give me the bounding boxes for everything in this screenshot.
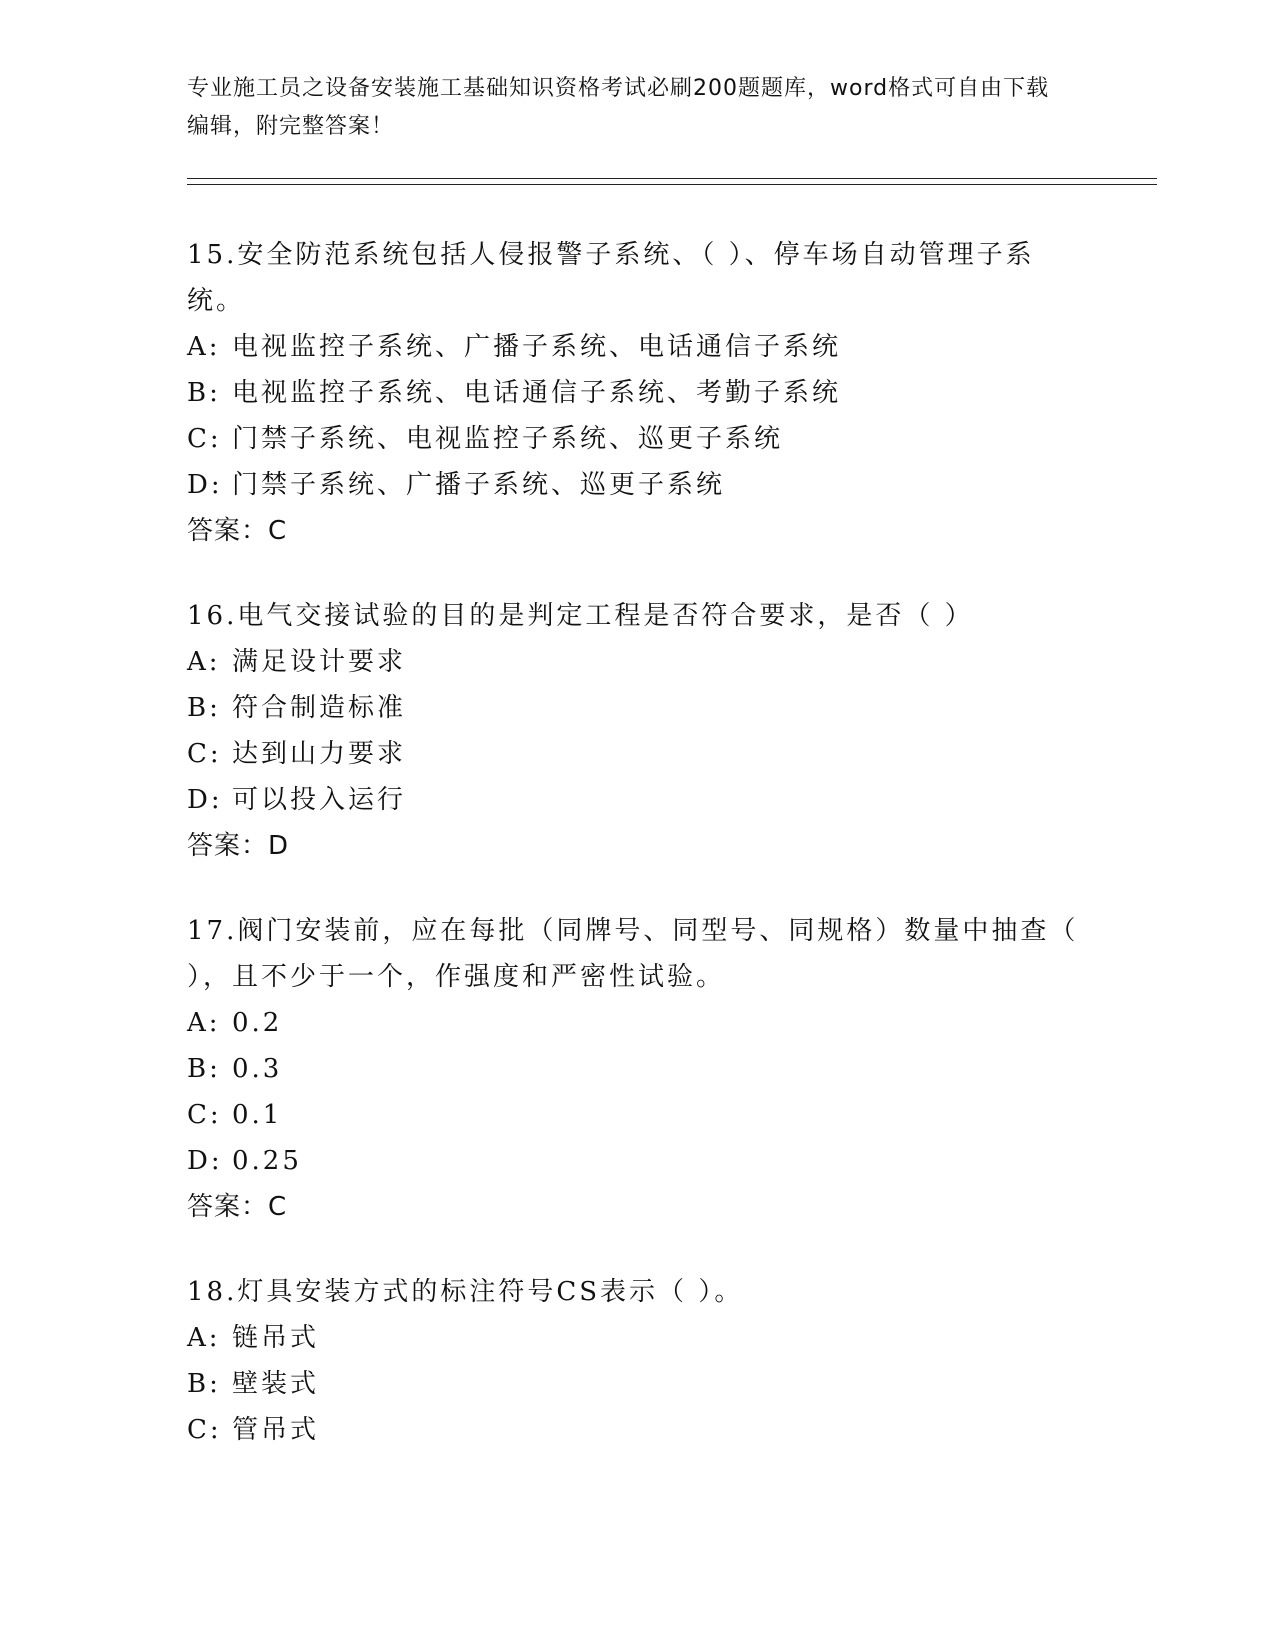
option-text: 0.25: [232, 1146, 302, 1176]
option-c: [187, 1092, 1087, 1138]
question-stem: 16.电气交接试验的目的是判定工程是否符合要求，是否（ ）: [187, 601, 974, 631]
option-d: [187, 1138, 1087, 1184]
document-header-title: 专业施工员之设备安装施工基础知识资格考试必刷200题题库，word格式可自由下载编辑，附完整答案！: [187, 76, 1050, 139]
option-text: 可以投入运行: [232, 785, 407, 815]
option-label: B:: [187, 693, 221, 723]
option-c: [187, 731, 1087, 777]
option-label: B:: [187, 378, 221, 408]
option-text: 门禁子系统、广播子系统、巡更子系统: [232, 470, 726, 500]
option-label: A:: [187, 647, 221, 677]
option-label: C:: [187, 739, 222, 769]
option-b: [187, 370, 1087, 416]
answer-line: 答案：C: [187, 1192, 288, 1222]
option-b: [187, 685, 1087, 731]
option-label: D:: [187, 470, 223, 500]
option-label: C:: [187, 424, 222, 454]
option-c: [187, 1407, 1087, 1453]
option-a: [187, 639, 1087, 685]
option-label: A:: [187, 1323, 221, 1353]
option-label: B:: [187, 1369, 221, 1399]
option-text: 电视监控子系统、电话通信子系统、考勤子系统: [232, 378, 842, 408]
option-c: [187, 416, 1087, 462]
option-d: [187, 462, 1087, 508]
option-label: C:: [187, 1100, 222, 1130]
option-text: 门禁子系统、电视监控子系统、巡更子系统: [232, 424, 784, 454]
option-text: 0.3: [232, 1054, 283, 1084]
question-15: [187, 232, 1087, 554]
header-double-rule: [187, 178, 1157, 185]
question-16: [187, 593, 1087, 869]
option-text: 管吊式: [232, 1415, 320, 1445]
option-text: 达到山力要求: [232, 739, 407, 769]
option-label: A:: [187, 332, 221, 362]
option-a: [187, 1315, 1087, 1361]
option-text: 0.1: [232, 1100, 283, 1130]
question-stem: 18.灯具安装方式的标注符号CS表示（ ）。: [187, 1277, 744, 1307]
option-a: [187, 1000, 1087, 1046]
question-stem: 17.阀门安装前，应在每批（同牌号、同型号、同规格）数量中抽查（ ），且不少于一个，作强度和严密性试验。: [187, 916, 1079, 992]
option-label: D:: [187, 785, 223, 815]
answer-line: 答案：D: [187, 831, 290, 861]
option-text: 电视监控子系统、广播子系统、电话通信子系统: [232, 332, 842, 362]
option-text: 符合制造标准: [232, 693, 407, 723]
option-label: B:: [187, 1054, 221, 1084]
option-d: [187, 777, 1087, 823]
option-text: 壁装式: [232, 1369, 320, 1399]
option-text: 链吊式: [232, 1323, 320, 1353]
question-list: [187, 232, 1087, 1492]
option-label: C:: [187, 1415, 222, 1445]
option-b: [187, 1361, 1087, 1407]
option-a: [187, 324, 1087, 370]
option-text: 满足设计要求: [232, 647, 407, 677]
answer-line: 答案：C: [187, 516, 288, 546]
option-b: [187, 1046, 1087, 1092]
option-label: D:: [187, 1146, 223, 1176]
option-text: 0.2: [232, 1008, 283, 1038]
question-stem: 15.安全防范系统包括人侵报警子系统、（ ）、停车场自动管理子系统。: [187, 240, 1035, 316]
question-17: [187, 908, 1087, 1230]
question-18: [187, 1269, 1087, 1453]
option-label: A:: [187, 1008, 221, 1038]
